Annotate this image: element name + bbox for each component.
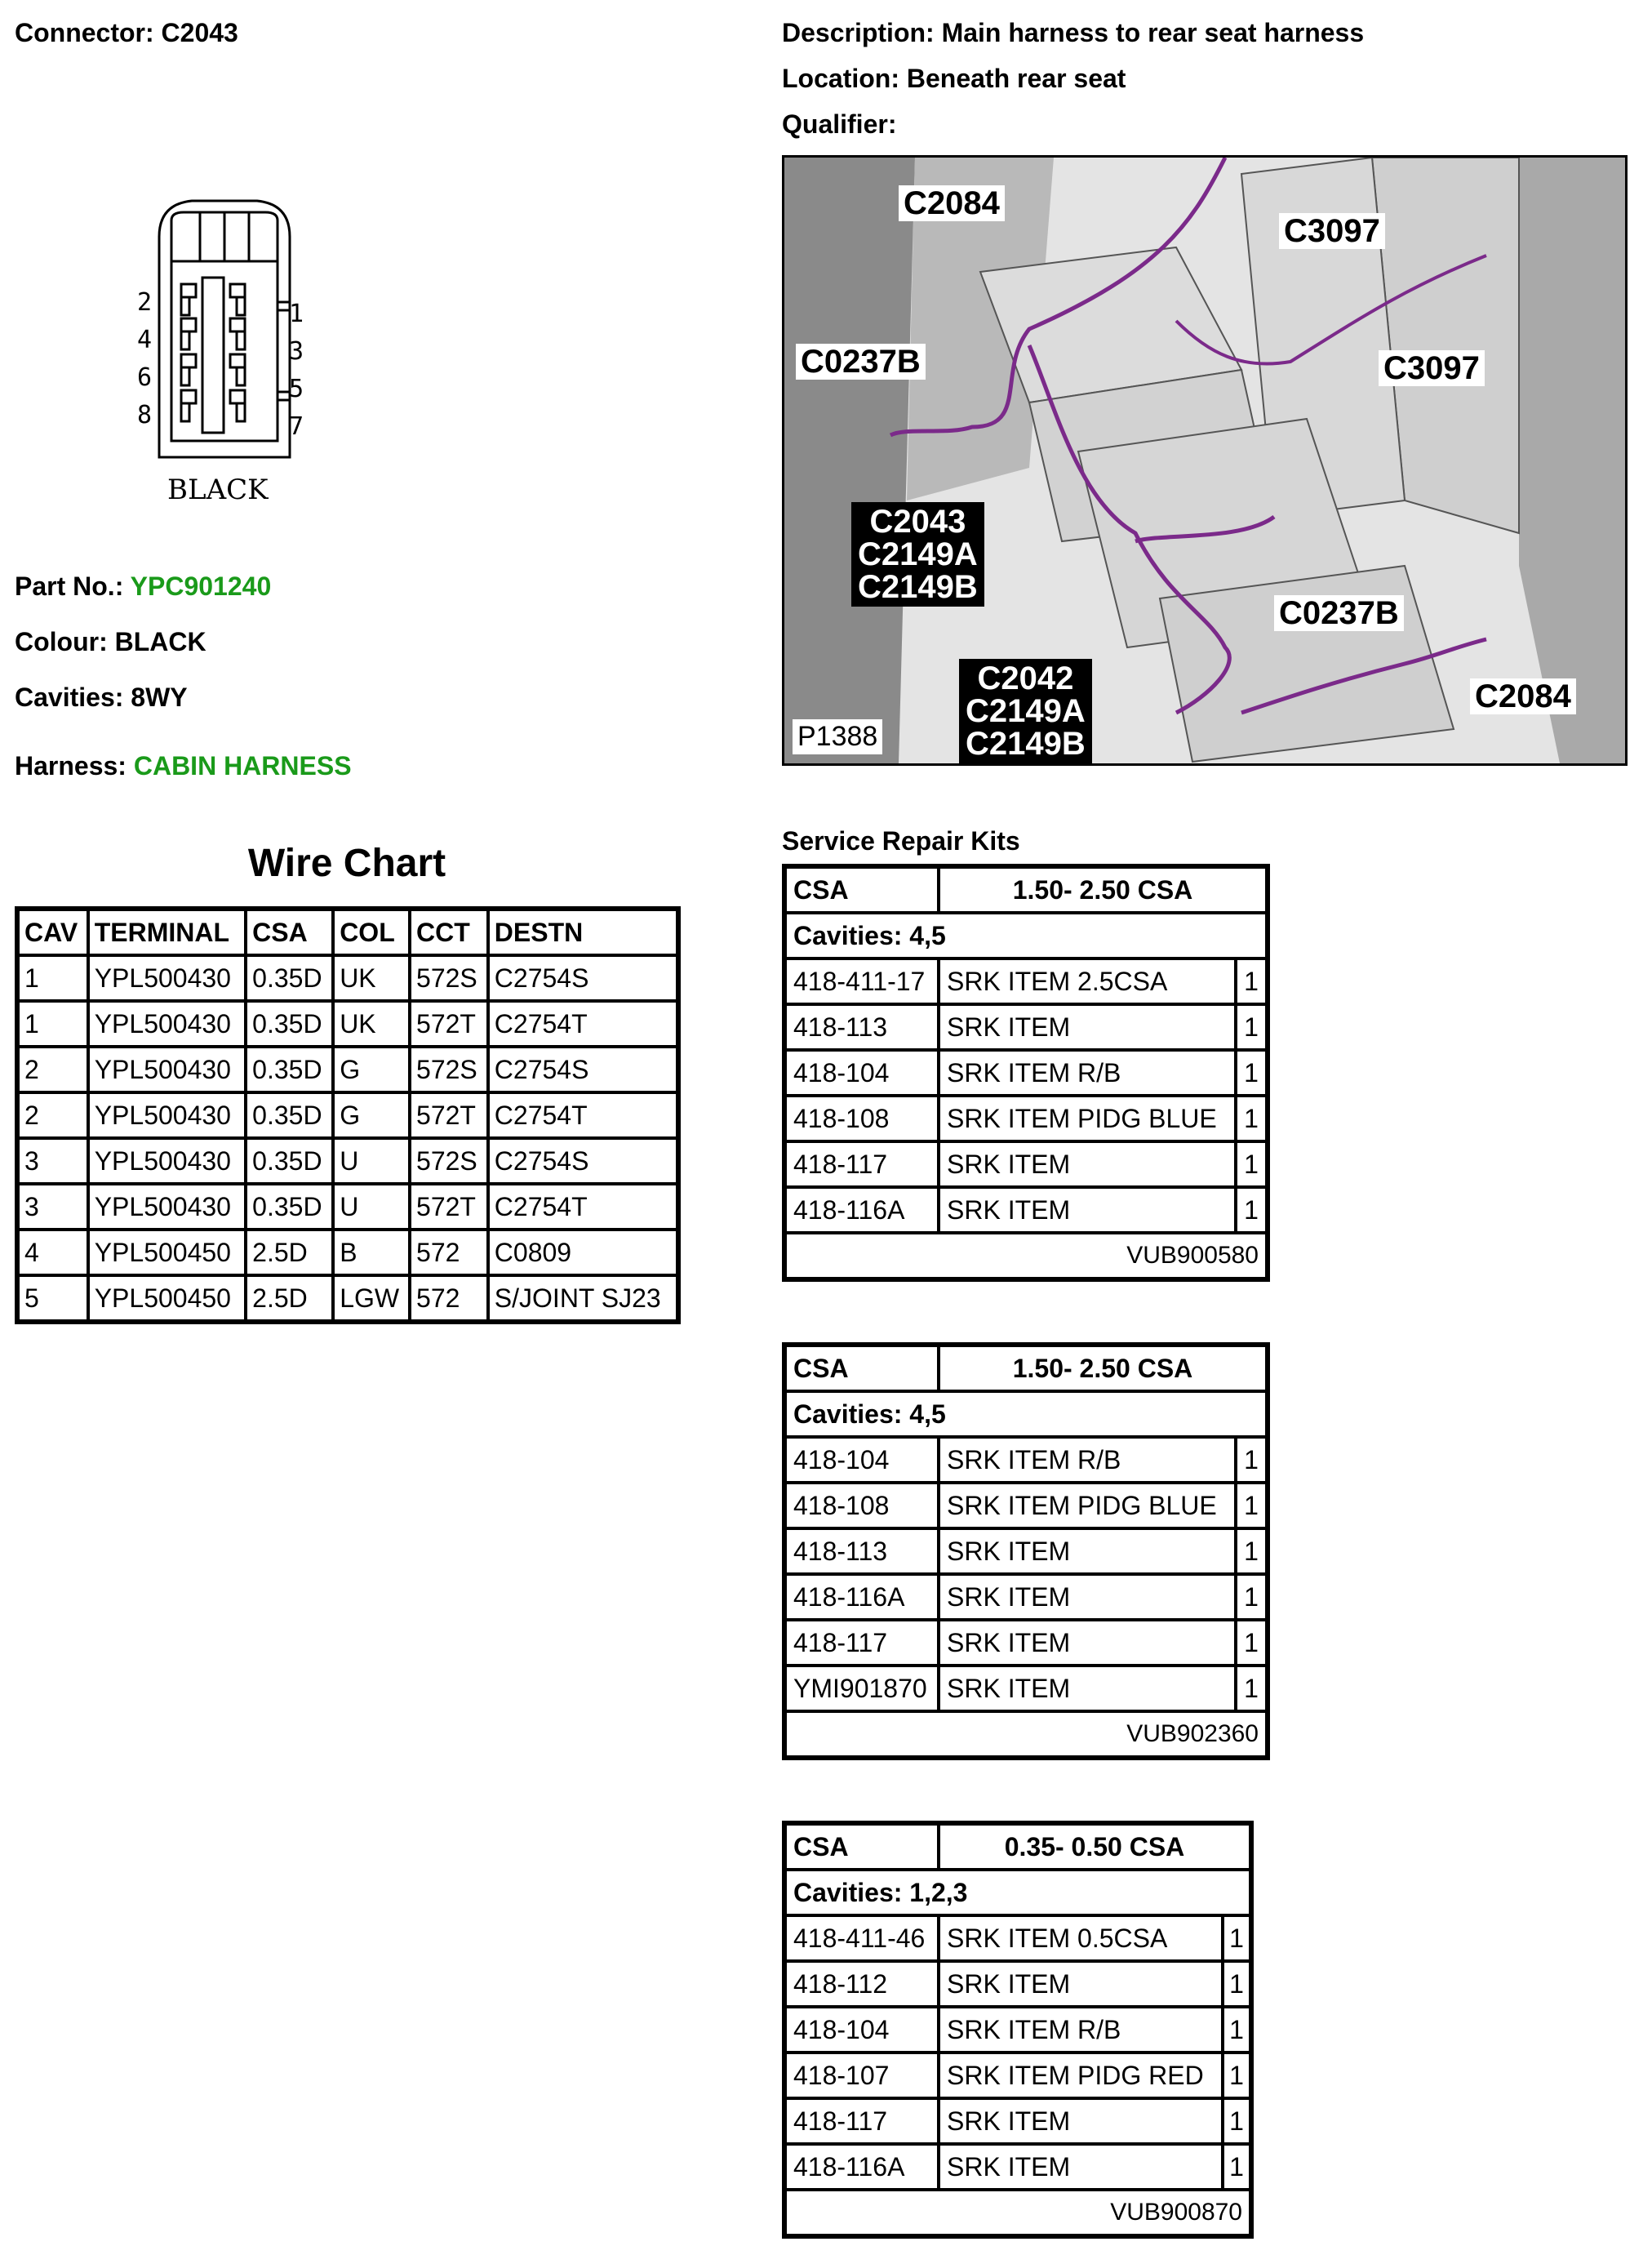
pin-number: 7 bbox=[289, 412, 304, 441]
wire-chart-row bbox=[18, 1047, 677, 1092]
location-photo bbox=[782, 155, 1628, 766]
kit-item-part: 418-108 bbox=[785, 1096, 939, 1141]
kit-item-part: 418-108 bbox=[785, 1483, 939, 1528]
wire-chart-row bbox=[18, 1275, 677, 1321]
kit-header-row bbox=[785, 867, 1267, 913]
cell-csa: 0.35D bbox=[246, 1184, 333, 1230]
wire-chart-title: Wire Chart bbox=[247, 842, 446, 885]
header-cav: CAV bbox=[18, 910, 88, 955]
cell-col: U bbox=[333, 1184, 410, 1230]
cell-csa: 0.35D bbox=[246, 1138, 333, 1184]
kit-item-row bbox=[785, 2053, 1250, 2098]
kit-item-row bbox=[785, 1528, 1267, 1574]
cell-terminal: YPL500450 bbox=[88, 1230, 246, 1275]
kit-csa-range: 1.50- 2.50 CSA bbox=[939, 867, 1267, 913]
colour-line: Colour: BLACK bbox=[15, 627, 206, 656]
pin-number: 8 bbox=[136, 401, 152, 429]
cell-col: LGW bbox=[333, 1275, 410, 1321]
kit-item-part: 418-117 bbox=[785, 1141, 939, 1187]
callout-box-line: C2149A bbox=[858, 536, 978, 572]
kit-item-desc: SRK ITEM bbox=[939, 1528, 1236, 1574]
part-no-link[interactable]: YPC901240 bbox=[130, 572, 272, 601]
cell-csa: 0.35D bbox=[246, 1092, 333, 1138]
location-label: Location: bbox=[782, 64, 899, 93]
wire-chart-table bbox=[15, 906, 681, 1324]
right-pin-numbers bbox=[289, 296, 304, 446]
kit-item-qty: 1 bbox=[1236, 1096, 1267, 1141]
callout-c3097-right: C3097 bbox=[1379, 350, 1485, 386]
kit-item-qty: 1 bbox=[1223, 2098, 1250, 2144]
kit-item-row bbox=[785, 1483, 1267, 1528]
kit-item-row bbox=[785, 1437, 1267, 1483]
kit-item-part: 418-116A bbox=[785, 2144, 939, 2190]
kit-item-qty: 1 bbox=[1236, 1620, 1267, 1666]
cell-cav: 1 bbox=[18, 955, 88, 1001]
cell-col: G bbox=[333, 1047, 410, 1092]
callout-c3097-top: C3097 bbox=[1279, 213, 1385, 249]
kit-csa-range: 0.35- 0.50 CSA bbox=[939, 1824, 1250, 1870]
cell-csa: 0.35D bbox=[246, 1001, 333, 1047]
kit-item-part: 418-113 bbox=[785, 1004, 939, 1050]
repair-kit-table bbox=[782, 1821, 1254, 2239]
photo-ref: P1388 bbox=[793, 719, 882, 754]
kit-item-qty: 1 bbox=[1236, 1666, 1267, 1711]
kit-item-row bbox=[785, 1187, 1267, 1233]
service-repair-kits-title: Service Repair Kits bbox=[782, 826, 1020, 856]
kit-csa-label: CSA bbox=[785, 867, 939, 913]
cell-terminal: YPL500430 bbox=[88, 1138, 246, 1184]
kit-item-row bbox=[785, 958, 1267, 1004]
kit-item-desc: SRK ITEM bbox=[939, 1574, 1236, 1620]
cell-csa: 2.5D bbox=[246, 1275, 333, 1321]
kit-item-desc: SRK ITEM bbox=[939, 1666, 1236, 1711]
cell-cav: 4 bbox=[18, 1230, 88, 1275]
callout-box-c2043 bbox=[851, 502, 984, 607]
kit-item-part: 418-112 bbox=[785, 1961, 939, 2007]
kit-cavities-row bbox=[785, 1870, 1250, 1915]
repair-kit-table bbox=[782, 864, 1270, 1282]
description-value: Main harness to rear seat harness bbox=[941, 18, 1365, 47]
kit-csa-label: CSA bbox=[785, 1345, 939, 1391]
description-label: Description: bbox=[782, 18, 935, 47]
kit-item-row bbox=[785, 2098, 1250, 2144]
connector-colour-caption: BLACK bbox=[167, 474, 269, 506]
header-cct: CCT bbox=[410, 910, 488, 955]
kit-item-qty: 1 bbox=[1236, 1004, 1267, 1050]
kit-item-qty: 1 bbox=[1236, 1050, 1267, 1096]
description-line bbox=[782, 18, 1364, 48]
header-col: COL bbox=[333, 910, 410, 955]
kit-item-desc: SRK ITEM bbox=[939, 1141, 1236, 1187]
cavities-line: Cavities: 8WY bbox=[15, 683, 188, 712]
kit-item-desc: SRK ITEM bbox=[939, 1187, 1236, 1233]
cell-destn: S/JOINT SJ23 bbox=[488, 1275, 677, 1321]
kit-csa-range: 1.50- 2.50 CSA bbox=[939, 1345, 1267, 1391]
kit-item-part: 418-117 bbox=[785, 1620, 939, 1666]
left-pin-numbers bbox=[129, 284, 152, 434]
kit-code: VUB902360 bbox=[785, 1711, 1267, 1757]
header-terminal: TERMINAL bbox=[88, 910, 246, 955]
cell-terminal: YPL500430 bbox=[88, 1092, 246, 1138]
kit-code-row bbox=[785, 2190, 1250, 2235]
kit-item-desc: SRK ITEM R/B bbox=[939, 1437, 1236, 1483]
cell-terminal: YPL500450 bbox=[88, 1275, 246, 1321]
kit-item-part: 418-113 bbox=[785, 1528, 939, 1574]
kit-header-row bbox=[785, 1824, 1250, 1870]
cell-col: UK bbox=[333, 1001, 410, 1047]
wire-chart-row bbox=[18, 1092, 677, 1138]
callout-box-line: C2149B bbox=[966, 726, 1086, 762]
kit-cavities: Cavities: 4,5 bbox=[785, 913, 1267, 958]
harness-line bbox=[15, 751, 352, 781]
kit-item-part: 418-104 bbox=[785, 2007, 939, 2053]
cell-col: B bbox=[333, 1230, 410, 1275]
kit-item-row bbox=[785, 1666, 1267, 1711]
kit-item-desc: SRK ITEM PIDG BLUE bbox=[939, 1096, 1236, 1141]
kit-code: VUB900580 bbox=[785, 1233, 1267, 1279]
kit-item-part: 418-411-17 bbox=[785, 958, 939, 1004]
cell-cct: 572T bbox=[410, 1001, 488, 1047]
location-line bbox=[782, 64, 1126, 94]
kit-item-desc: SRK ITEM PIDG BLUE bbox=[939, 1483, 1236, 1528]
callout-box-line: C2043 bbox=[869, 504, 966, 540]
wire-chart-row bbox=[18, 955, 677, 1001]
cell-terminal: YPL500430 bbox=[88, 1047, 246, 1092]
pin-number: 2 bbox=[136, 288, 152, 317]
kit-cavities: Cavities: 1,2,3 bbox=[785, 1870, 1250, 1915]
kit-item-row bbox=[785, 1096, 1267, 1141]
cell-csa: 2.5D bbox=[246, 1230, 333, 1275]
location-value: Beneath rear seat bbox=[906, 64, 1126, 93]
connector-label: Connector: bbox=[15, 18, 154, 47]
cell-cct: 572S bbox=[410, 1138, 488, 1184]
kit-item-qty: 1 bbox=[1236, 1574, 1267, 1620]
wire-chart-row bbox=[18, 1138, 677, 1184]
wire-chart-body bbox=[18, 955, 677, 1321]
kit-item-qty: 1 bbox=[1236, 1483, 1267, 1528]
kit-item-qty: 1 bbox=[1236, 1528, 1267, 1574]
callout-c2084-top: C2084 bbox=[899, 185, 1005, 221]
kit-item-row bbox=[785, 1141, 1267, 1187]
part-no-line bbox=[15, 572, 271, 602]
cell-csa: 0.35D bbox=[246, 955, 333, 1001]
kit-item-part: 418-117 bbox=[785, 2098, 939, 2144]
kit-item-row bbox=[785, 1961, 1250, 2007]
kit-item-row bbox=[785, 1004, 1267, 1050]
kit-item-part: YMI901870 bbox=[785, 1666, 939, 1711]
cell-cct: 572S bbox=[410, 955, 488, 1001]
kit-item-desc: SRK ITEM bbox=[939, 1620, 1236, 1666]
kit-item-desc: SRK ITEM R/B bbox=[939, 2007, 1223, 2053]
kit-item-part: 418-107 bbox=[785, 2053, 939, 2098]
kit-code-row bbox=[785, 1233, 1267, 1279]
cell-cav: 2 bbox=[18, 1092, 88, 1138]
part-no-label: Part No.: bbox=[15, 572, 124, 601]
cell-csa: 0.35D bbox=[246, 1047, 333, 1092]
kit-item-desc: SRK ITEM 0.5CSA bbox=[939, 1915, 1223, 1961]
kit-item-qty: 1 bbox=[1223, 2144, 1250, 2190]
wire-chart-header-row bbox=[18, 910, 677, 955]
kit-item-desc: SRK ITEM bbox=[939, 2144, 1223, 2190]
kit-item-desc: SRK ITEM bbox=[939, 2098, 1223, 2144]
kit-item-row bbox=[785, 1620, 1267, 1666]
kit-item-desc: SRK ITEM R/B bbox=[939, 1050, 1236, 1096]
callout-box-line: C2042 bbox=[977, 660, 1074, 696]
harness-label: Harness: bbox=[15, 751, 127, 781]
pin-number: 6 bbox=[136, 363, 152, 392]
repair-kit-table bbox=[782, 1342, 1270, 1760]
kit-item-row bbox=[785, 1050, 1267, 1096]
kit-item-qty: 1 bbox=[1223, 2053, 1250, 2098]
connector-line bbox=[15, 18, 238, 48]
qualifier-label: Qualifier: bbox=[782, 109, 897, 139]
cell-cct: 572T bbox=[410, 1184, 488, 1230]
kit-cavities: Cavities: 4,5 bbox=[785, 1391, 1267, 1437]
cell-col: UK bbox=[333, 955, 410, 1001]
kit-header-row bbox=[785, 1345, 1267, 1391]
wire-chart-row bbox=[18, 1184, 677, 1230]
kit-item-desc: SRK ITEM PIDG RED bbox=[939, 2053, 1223, 2098]
callout-c2084-bottom: C2084 bbox=[1470, 678, 1576, 714]
kit-item-qty: 1 bbox=[1223, 1961, 1250, 2007]
cell-terminal: YPL500430 bbox=[88, 1184, 246, 1230]
cell-cav: 1 bbox=[18, 1001, 88, 1047]
callout-box-line: C2149B bbox=[858, 569, 978, 605]
cell-destn: C2754S bbox=[488, 1138, 677, 1184]
cell-cav: 3 bbox=[18, 1138, 88, 1184]
kit-item-part: 418-104 bbox=[785, 1050, 939, 1096]
cell-destn: C2754S bbox=[488, 1047, 677, 1092]
header-csa: CSA bbox=[246, 910, 333, 955]
kit-item-part: 418-116A bbox=[785, 1187, 939, 1233]
kit-item-qty: 1 bbox=[1236, 1437, 1267, 1483]
kit-item-qty: 1 bbox=[1223, 1915, 1250, 1961]
kit-cavities-row bbox=[785, 1391, 1267, 1437]
connector-value: C2043 bbox=[161, 18, 238, 47]
cell-terminal: YPL500430 bbox=[88, 1001, 246, 1047]
cell-cav: 3 bbox=[18, 1184, 88, 1230]
cell-cct: 572 bbox=[410, 1230, 488, 1275]
kit-code: VUB900870 bbox=[785, 2190, 1250, 2235]
kit-item-desc: SRK ITEM bbox=[939, 1961, 1223, 2007]
kit-item-part: 418-411-46 bbox=[785, 1915, 939, 1961]
kit-cavities-row bbox=[785, 913, 1267, 958]
pin-number: 1 bbox=[289, 300, 304, 328]
kit-item-desc: SRK ITEM bbox=[939, 1004, 1236, 1050]
kit-item-row bbox=[785, 2144, 1250, 2190]
kit-item-part: 418-116A bbox=[785, 1574, 939, 1620]
cell-destn: C2754T bbox=[488, 1092, 677, 1138]
callout-box-c2042 bbox=[959, 659, 1092, 763]
kit-item-row bbox=[785, 1915, 1250, 1961]
pin-number: 3 bbox=[289, 337, 304, 366]
kit-csa-label: CSA bbox=[785, 1824, 939, 1870]
wire-chart-row bbox=[18, 1001, 677, 1047]
cell-cct: 572T bbox=[410, 1092, 488, 1138]
cell-cav: 5 bbox=[18, 1275, 88, 1321]
kit-item-row bbox=[785, 1574, 1267, 1620]
kit-item-qty: 1 bbox=[1223, 2007, 1250, 2053]
callout-c0237b-right: C0237B bbox=[1274, 595, 1404, 631]
cell-col: U bbox=[333, 1138, 410, 1184]
cell-destn: C2754T bbox=[488, 1184, 677, 1230]
cell-destn: C2754T bbox=[488, 1001, 677, 1047]
cell-destn: C2754S bbox=[488, 955, 677, 1001]
kit-item-desc: SRK ITEM 2.5CSA bbox=[939, 958, 1236, 1004]
kit-item-qty: 1 bbox=[1236, 1141, 1267, 1187]
pin-number: 4 bbox=[136, 326, 152, 354]
callout-box-line: C2149A bbox=[966, 693, 1086, 729]
kit-item-qty: 1 bbox=[1236, 1187, 1267, 1233]
cell-cct: 572 bbox=[410, 1275, 488, 1321]
harness-link[interactable]: CABIN HARNESS bbox=[133, 751, 352, 781]
cell-terminal: YPL500430 bbox=[88, 955, 246, 1001]
wire-chart-row bbox=[18, 1230, 677, 1275]
kit-item-part: 418-104 bbox=[785, 1437, 939, 1483]
pin-number: 5 bbox=[289, 375, 304, 403]
kit-item-qty: 1 bbox=[1236, 958, 1267, 1004]
cell-destn: C0809 bbox=[488, 1230, 677, 1275]
header-destn: DESTN bbox=[488, 910, 677, 955]
vehicle-interior-illustration bbox=[784, 158, 1625, 763]
cell-cct: 572S bbox=[410, 1047, 488, 1092]
cell-cav: 2 bbox=[18, 1047, 88, 1092]
kit-item-row bbox=[785, 2007, 1250, 2053]
cell-col: G bbox=[333, 1092, 410, 1138]
kit-code-row bbox=[785, 1711, 1267, 1757]
callout-c0237b-left: C0237B bbox=[796, 344, 926, 380]
